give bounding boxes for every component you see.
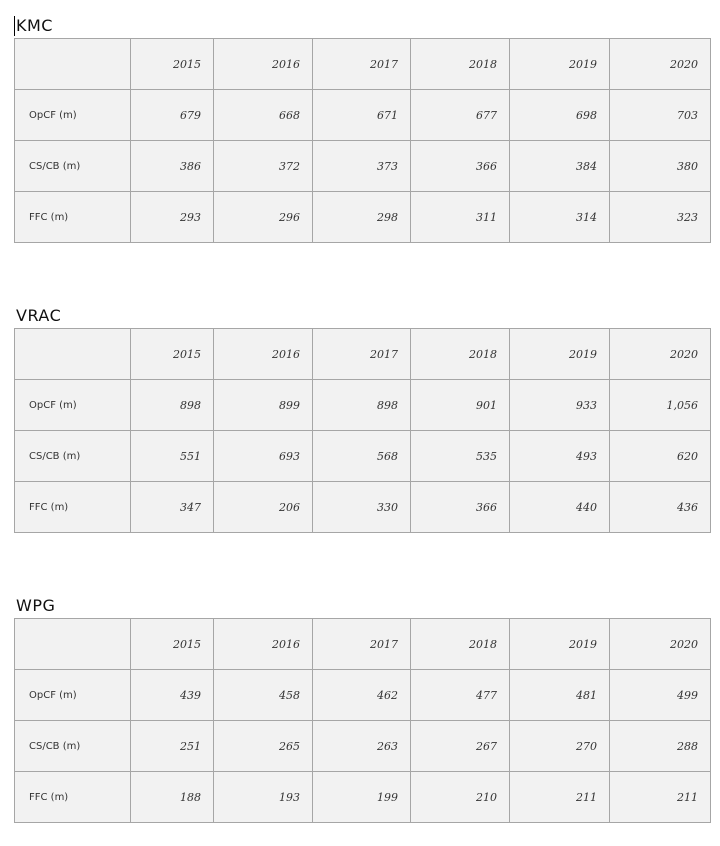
text-cursor [14,16,15,36]
value-cell: 462 [313,670,411,721]
year-header: 2018 [411,329,510,380]
year-header: 2016 [214,39,313,90]
section-title-text: WPG [16,596,56,615]
value-cell: 499 [610,670,711,721]
value-cell: 703 [610,90,711,141]
year-header: 2020 [610,39,711,90]
year-header: 2016 [214,329,313,380]
value-cell: 698 [510,90,610,141]
value-cell: 298 [313,192,411,243]
value-cell: 372 [214,141,313,192]
value-cell: 366 [411,141,510,192]
value-cell: 366 [411,482,510,533]
value-cell: 568 [313,431,411,482]
value-cell: 493 [510,431,610,482]
value-cell: 668 [214,90,313,141]
year-header: 2017 [313,39,411,90]
table-row [15,721,711,772]
value-cell: 458 [214,670,313,721]
value-cell: 671 [313,90,411,141]
value-cell: 384 [510,141,610,192]
value-cell: 265 [214,721,313,772]
table-row [15,380,711,431]
row-label: FFC (m) [15,482,131,533]
value-cell: 373 [313,141,411,192]
header-row [15,619,711,670]
header-row [15,39,711,90]
value-cell: 311 [411,192,510,243]
value-cell: 440 [510,482,610,533]
year-header: 2019 [510,329,610,380]
row-label: OpCF (m) [15,380,131,431]
value-cell: 551 [131,431,214,482]
corner-cell [15,39,131,90]
section-vrac [14,304,710,533]
year-header: 2018 [411,619,510,670]
table-row [15,482,711,533]
year-header: 2020 [610,619,711,670]
value-cell: 293 [131,192,214,243]
section-title [14,14,710,38]
value-cell: 535 [411,431,510,482]
year-header: 2019 [510,619,610,670]
value-cell: 314 [510,192,610,243]
year-header: 2017 [313,619,411,670]
value-cell: 206 [214,482,313,533]
value-cell: 211 [610,772,711,823]
value-cell: 477 [411,670,510,721]
data-table [14,618,711,823]
value-cell: 330 [313,482,411,533]
row-label: FFC (m) [15,772,131,823]
value-cell: 386 [131,141,214,192]
table-row [15,772,711,823]
value-cell: 323 [610,192,711,243]
row-label: CS/CB (m) [15,141,131,192]
row-label: FFC (m) [15,192,131,243]
table-row [15,90,711,141]
year-header: 2018 [411,39,510,90]
section-wpg [14,594,710,823]
table-row [15,141,711,192]
year-header: 2015 [131,329,214,380]
value-cell: 288 [610,721,711,772]
value-cell: 199 [313,772,411,823]
table-row [15,192,711,243]
value-cell: 1,056 [610,380,711,431]
value-cell: 251 [131,721,214,772]
year-header: 2015 [131,619,214,670]
value-cell: 267 [411,721,510,772]
value-cell: 436 [610,482,711,533]
value-cell: 899 [214,380,313,431]
section-title-text: VRAC [16,306,62,325]
value-cell: 693 [214,431,313,482]
table-row [15,431,711,482]
row-label: OpCF (m) [15,90,131,141]
value-cell: 901 [411,380,510,431]
value-cell: 347 [131,482,214,533]
corner-cell [15,619,131,670]
table-row [15,670,711,721]
value-cell: 296 [214,192,313,243]
value-cell: 210 [411,772,510,823]
row-label: OpCF (m) [15,670,131,721]
value-cell: 193 [214,772,313,823]
section-title [14,594,710,618]
row-label: CS/CB (m) [15,431,131,482]
value-cell: 188 [131,772,214,823]
data-table [14,328,711,533]
section-kmc [14,14,710,243]
data-table [14,38,711,243]
value-cell: 898 [313,380,411,431]
value-cell: 211 [510,772,610,823]
year-header: 2020 [610,329,711,380]
value-cell: 933 [510,380,610,431]
year-header: 2017 [313,329,411,380]
value-cell: 677 [411,90,510,141]
value-cell: 380 [610,141,711,192]
row-label: CS/CB (m) [15,721,131,772]
year-header: 2016 [214,619,313,670]
corner-cell [15,329,131,380]
value-cell: 263 [313,721,411,772]
value-cell: 620 [610,431,711,482]
value-cell: 270 [510,721,610,772]
year-header: 2019 [510,39,610,90]
section-title-text: KMC [16,16,53,35]
value-cell: 439 [131,670,214,721]
section-title [14,304,710,328]
header-row [15,329,711,380]
value-cell: 898 [131,380,214,431]
year-header: 2015 [131,39,214,90]
value-cell: 679 [131,90,214,141]
value-cell: 481 [510,670,610,721]
